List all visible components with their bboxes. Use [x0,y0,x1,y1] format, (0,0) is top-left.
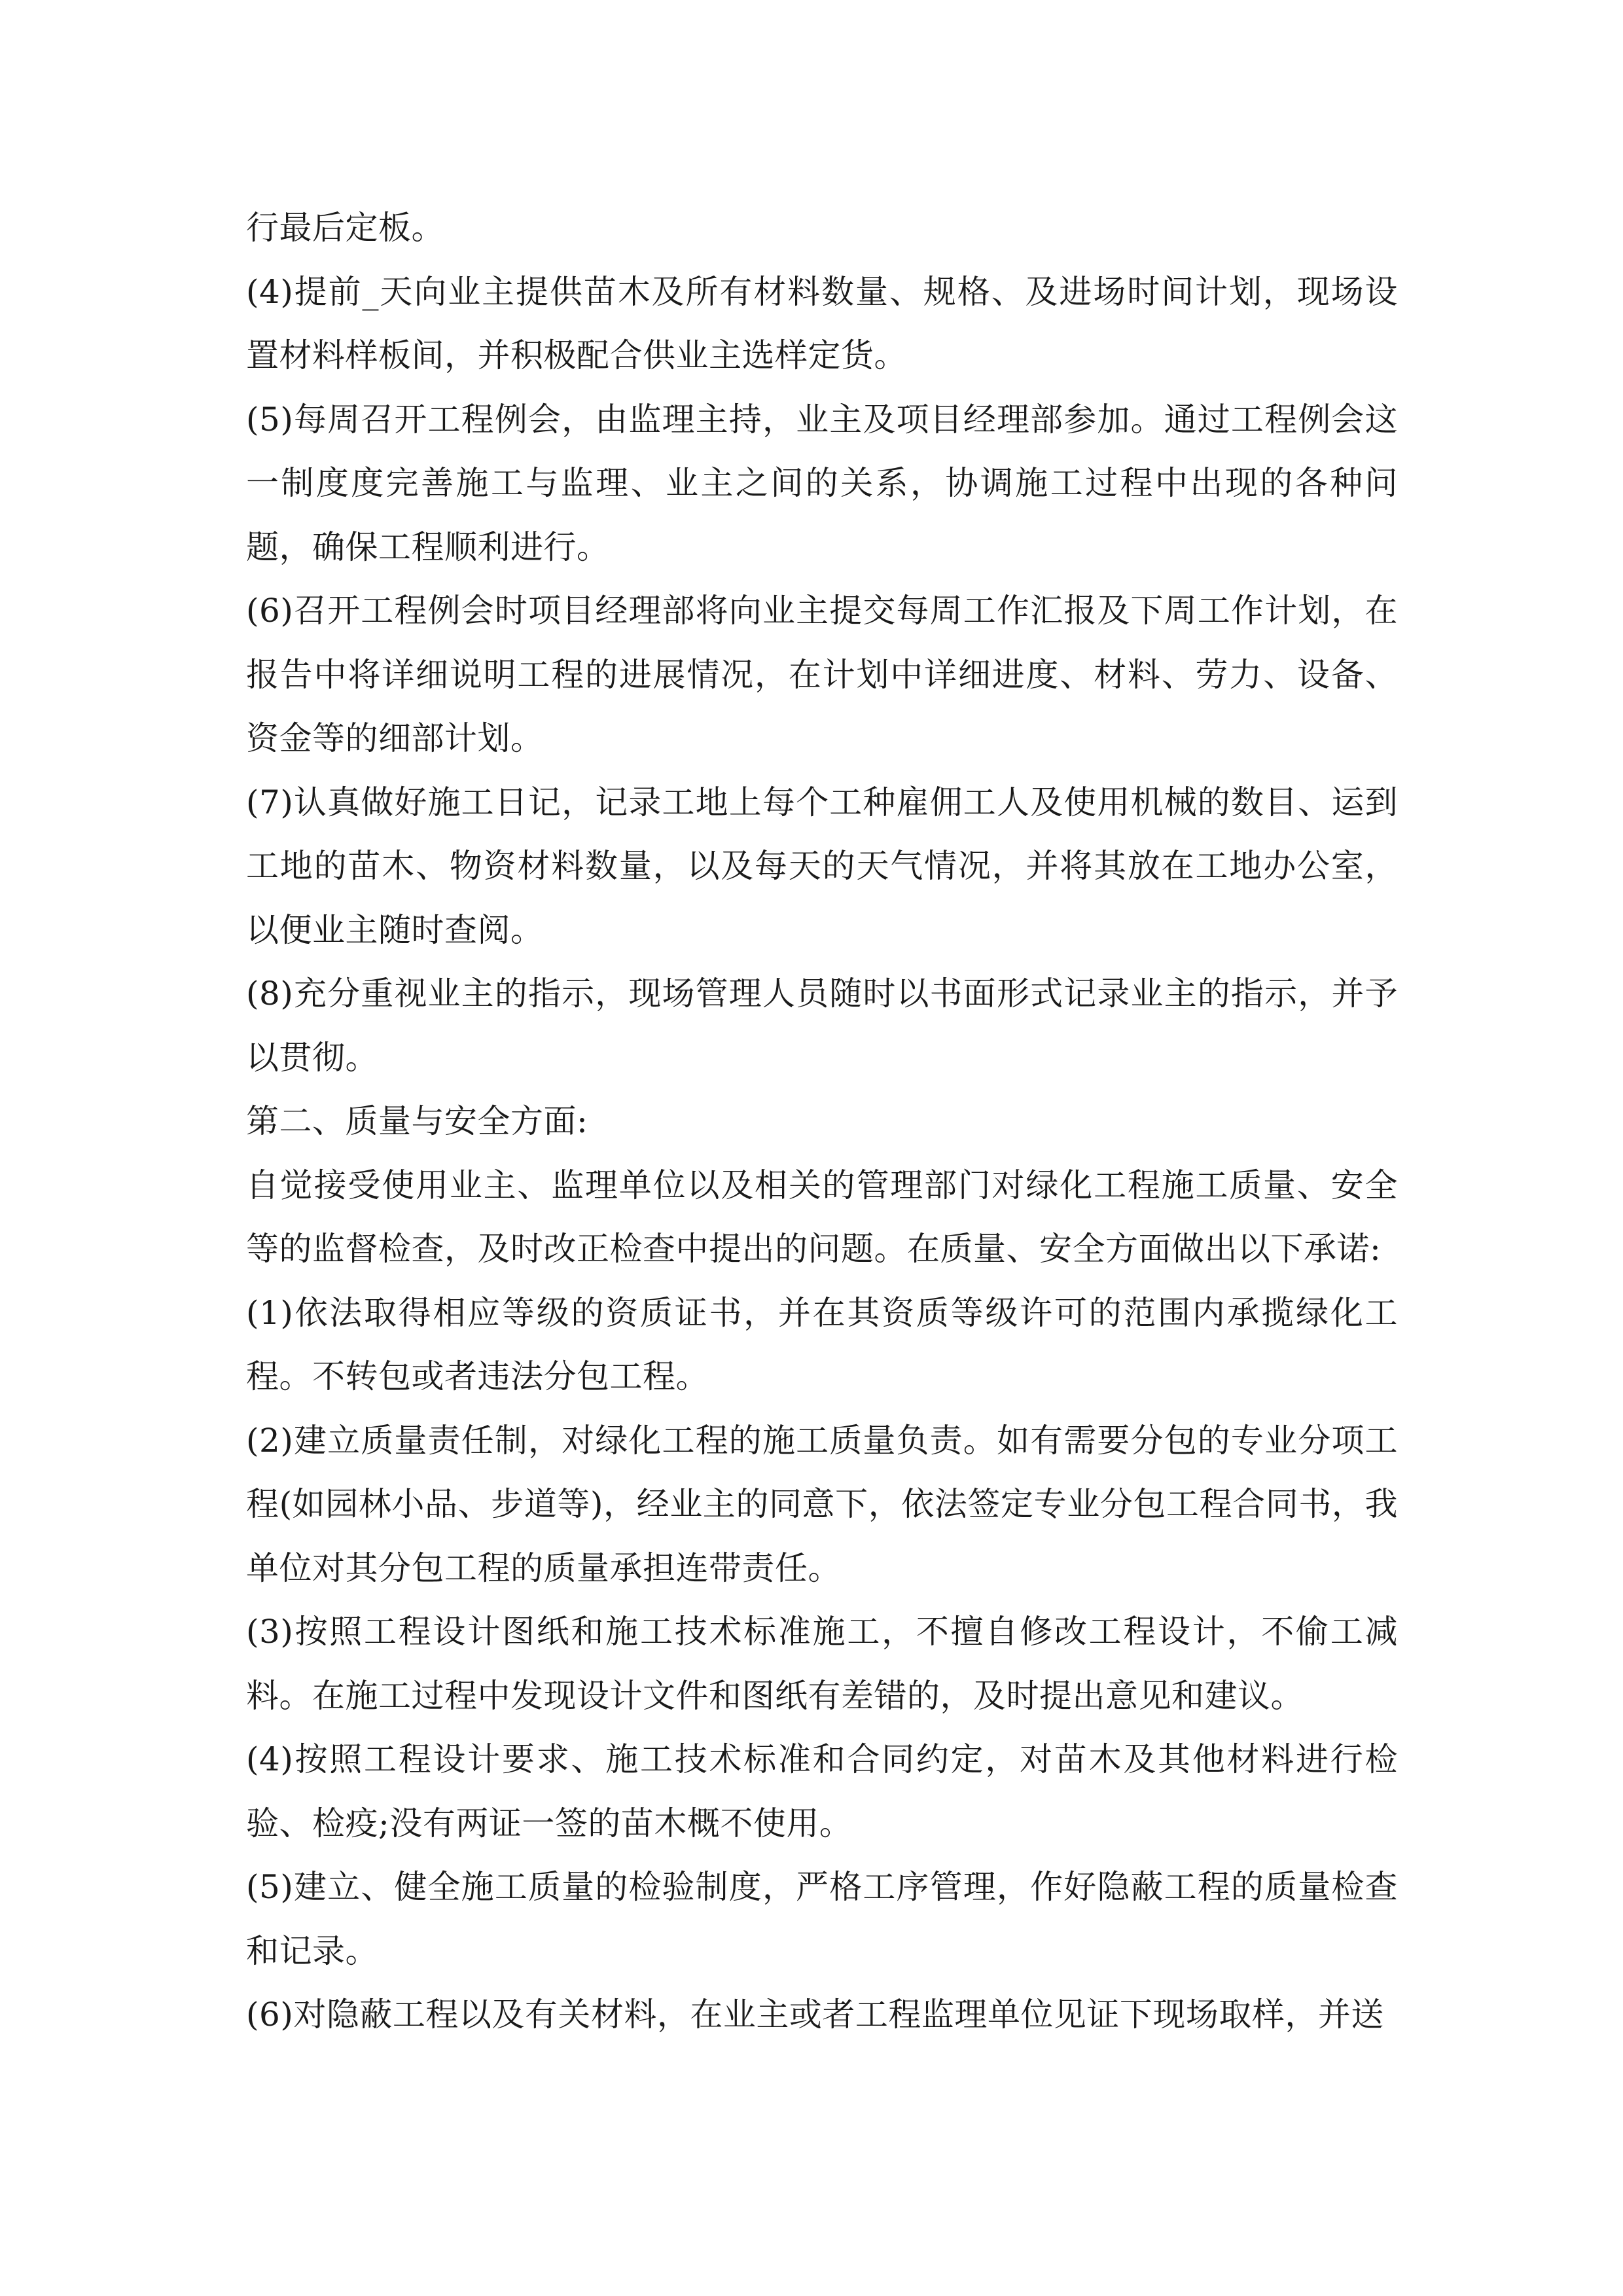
paragraph: 自觉接受使用业主、监理单位以及相关的管理部门对绿化工程施工质量、安全等的监督检查，及时改正检查中提出的问题。在质量、安全方面做出以下承诺: [246,1166,1398,1268]
paragraph: (6)对隐蔽工程以及有关材料，在业主或者工程监理单位见证下现场取样，并送 [246,1996,1384,2034]
paragraph: (5)每周召开工程例会，由监理主持，业主及项目经理部参加。通过工程例会这一制度度完善施工与监理、业主之间的关系，协调施工过程中出现的各种问题，确保工程顺利进行。 [246,400,1398,566]
paragraph: (3)按照工程设计图纸和施工技术标准施工，不擅自修改工程设计，不偷工减料。在施工过程中发现设计文件和图纸有差错的，及时提出意见和建议。 [246,1613,1398,1715]
paragraph: (6)召开工程例会时项目经理部将向业主提交每周工作汇报及下周工作计划，在报告中将详细说明工程的进展情况，在计划中详细进度、材料、劳力、设备、资金等的细部计划。 [246,592,1398,757]
paragraph: (8)充分重视业主的指示，现场管理人员随时以书面形式记录业主的指示，并予以贯彻。 [246,975,1398,1077]
paragraph: (4)提前_天向业主提供苗木及所有材料数量、规格、及进场时间计划，现场设置材料样板间，并积极配合供业主选样定货。 [246,272,1398,374]
document-body [246,196,1398,2047]
paragraph: (1)依法取得相应等级的资质证书，并在其资质等级许可的范围内承揽绿化工程。不转包或者违法分包工程。 [246,1293,1398,1395]
paragraph: (5)建立、健全施工质量的检验制度，严格工序管理，作好隐蔽工程的质量检查和记录。 [246,1868,1398,1970]
section-heading: 第二、质量与安全方面: [246,1102,588,1140]
paragraph: (4)按照工程设计要求、施工技术标准和合同约定，对苗木及其他材料进行检验、检疫;没有两证一签的苗木概不使用。 [246,1740,1398,1842]
paragraph: (2)建立质量责任制，对绿化工程的施工质量负责。如有需要分包的专业分项工程(如园林小品、步道等)，经业主的同意下，依法签定专业分包工程合同书，我单位对其分包工程的质量承担连带责任。 [246,1421,1398,1587]
paragraph: 行最后定板。 [246,209,444,247]
paragraph: (7)认真做好施工日记，记录工地上每个工种雇佣工人及使用机械的数目、运到工地的苗木、物资材料数量，以及每天的天气情况，并将其放在工地办公室，以便业主随时查阅。 [246,783,1398,949]
